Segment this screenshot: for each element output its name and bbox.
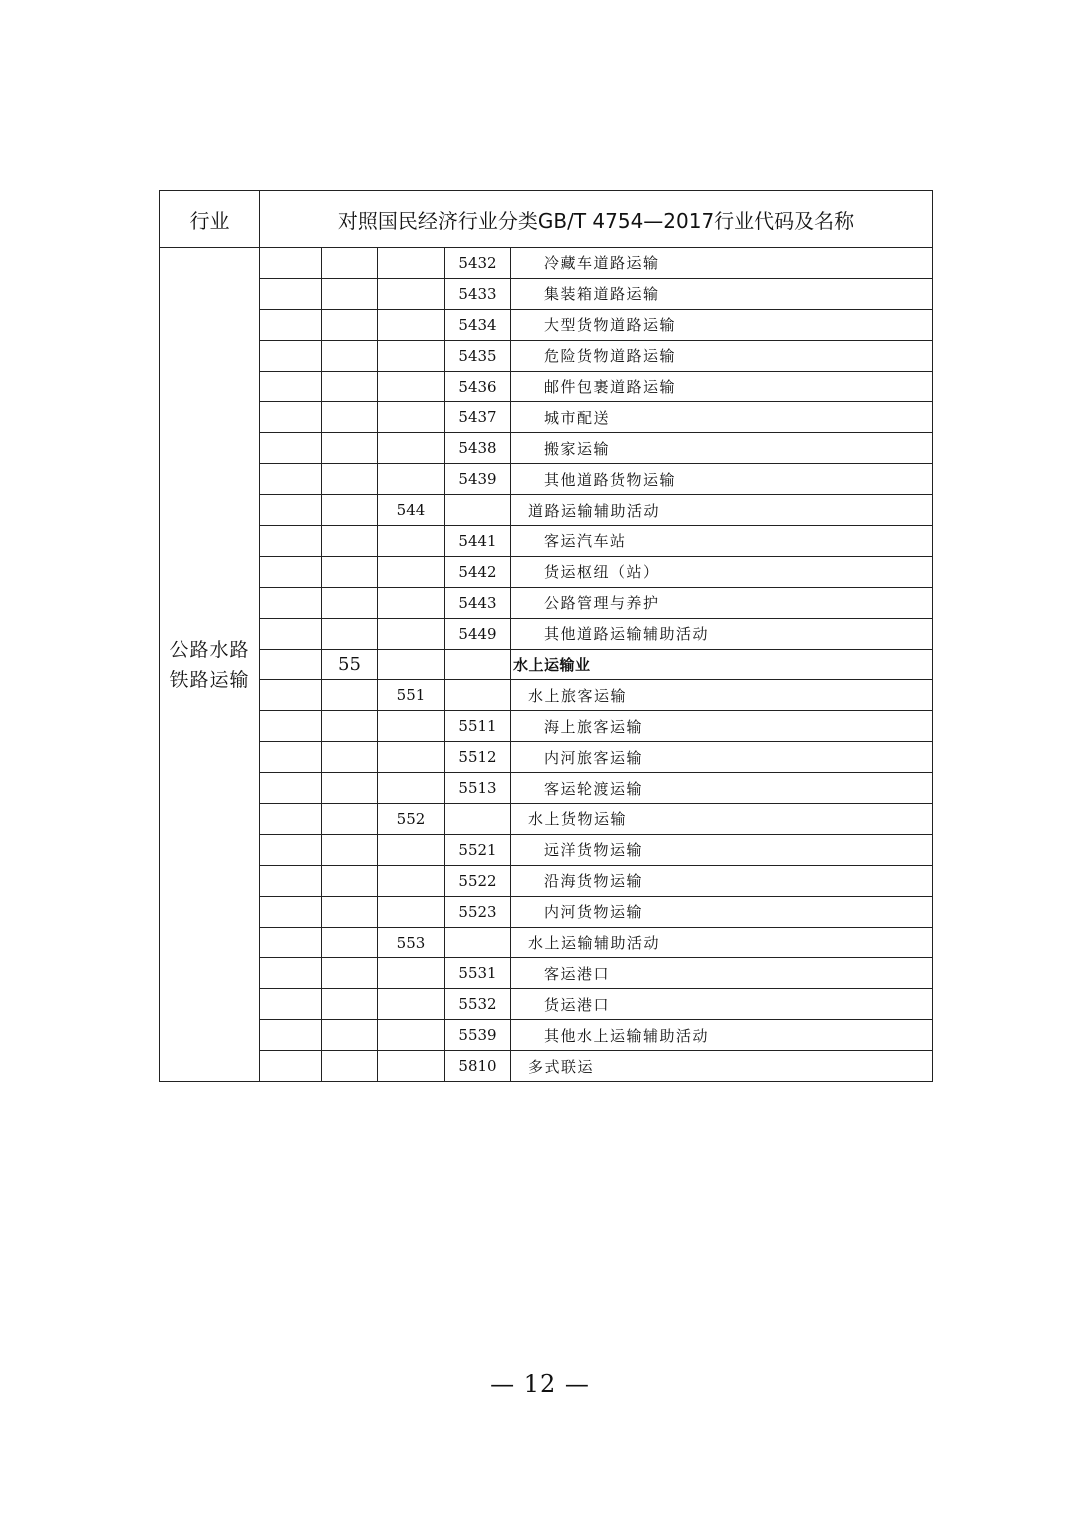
industry-name-cell: 水上运输业 bbox=[511, 649, 933, 680]
industry-name-cell: 内河货物运输 bbox=[511, 896, 933, 927]
division-code-cell bbox=[322, 1051, 378, 1082]
table-row bbox=[160, 526, 933, 557]
industry-name-cell: 海上旅客运输 bbox=[511, 711, 933, 742]
industry-name-cell: 搬家运输 bbox=[511, 433, 933, 464]
category-code-cell bbox=[260, 433, 322, 464]
division-code-cell bbox=[322, 865, 378, 896]
class-code-cell: 5432 bbox=[445, 248, 511, 279]
group-code-cell bbox=[378, 711, 445, 742]
category-code-cell bbox=[260, 371, 322, 402]
category-code-cell bbox=[260, 927, 322, 958]
group-code-cell bbox=[378, 989, 445, 1020]
category-code-cell bbox=[260, 278, 322, 309]
table-row bbox=[160, 834, 933, 865]
group-code-cell bbox=[378, 402, 445, 433]
division-code-cell bbox=[322, 371, 378, 402]
group-code-cell bbox=[378, 896, 445, 927]
group-code-cell bbox=[378, 958, 445, 989]
group-code-cell bbox=[378, 464, 445, 495]
industry-name-cell: 其他道路运输辅助活动 bbox=[511, 618, 933, 649]
industry-name-cell: 远洋货物运输 bbox=[511, 834, 933, 865]
category-code-cell bbox=[260, 958, 322, 989]
table-row bbox=[160, 433, 933, 464]
category-code-cell bbox=[260, 495, 322, 526]
category-code-cell bbox=[260, 649, 322, 680]
industry-name-cell: 冷藏车道路运输 bbox=[511, 248, 933, 279]
table-row bbox=[160, 865, 933, 896]
table-row bbox=[160, 742, 933, 773]
table-row bbox=[160, 464, 933, 495]
table-row bbox=[160, 587, 933, 618]
group-code-cell bbox=[378, 1020, 445, 1051]
class-code-cell bbox=[445, 680, 511, 711]
industry-name-cell: 货运枢纽（站） bbox=[511, 556, 933, 587]
header-industry: 行业 bbox=[160, 191, 260, 248]
class-code-cell: 5438 bbox=[445, 433, 511, 464]
industry-name-cell: 邮件包裹道路运输 bbox=[511, 371, 933, 402]
industry-name-cell: 城市配送 bbox=[511, 402, 933, 433]
class-code-cell bbox=[445, 804, 511, 835]
table-row bbox=[160, 649, 933, 680]
group-code-cell bbox=[378, 1051, 445, 1082]
category-code-cell bbox=[260, 309, 322, 340]
table-row bbox=[160, 896, 933, 927]
category-code-cell bbox=[260, 896, 322, 927]
group-code-cell bbox=[378, 649, 445, 680]
category-code-cell bbox=[260, 526, 322, 557]
category-code-cell bbox=[260, 1051, 322, 1082]
division-code-cell bbox=[322, 309, 378, 340]
industry-name-line: 公路水路 bbox=[169, 638, 250, 661]
class-code-cell: 5810 bbox=[445, 1051, 511, 1082]
group-code-cell bbox=[378, 526, 445, 557]
group-code-cell: 553 bbox=[378, 927, 445, 958]
table-row bbox=[160, 989, 933, 1020]
division-code-cell bbox=[322, 618, 378, 649]
table-row bbox=[160, 371, 933, 402]
class-code-cell: 5449 bbox=[445, 618, 511, 649]
industry-name-line: 铁路运输 bbox=[169, 668, 250, 691]
industry-name-cell: 多式联运 bbox=[511, 1051, 933, 1082]
category-code-cell bbox=[260, 402, 322, 433]
industry-name-cell: 客运汽车站 bbox=[511, 526, 933, 557]
table-row bbox=[160, 773, 933, 804]
class-code-cell bbox=[445, 495, 511, 526]
group-code-cell bbox=[378, 865, 445, 896]
division-code-cell: 55 bbox=[322, 649, 378, 680]
table-row bbox=[160, 556, 933, 587]
table-row bbox=[160, 680, 933, 711]
industry-cell bbox=[160, 248, 260, 1082]
group-code-cell: 552 bbox=[378, 804, 445, 835]
class-code-cell: 5439 bbox=[445, 464, 511, 495]
category-code-cell bbox=[260, 711, 322, 742]
table-row bbox=[160, 278, 933, 309]
division-code-cell bbox=[322, 896, 378, 927]
industry-name-cell: 公路管理与养护 bbox=[511, 587, 933, 618]
group-code-cell bbox=[378, 773, 445, 804]
category-code-cell bbox=[260, 989, 322, 1020]
class-code-cell: 5437 bbox=[445, 402, 511, 433]
industry-name-cell: 水上货物运输 bbox=[511, 804, 933, 835]
division-code-cell bbox=[322, 927, 378, 958]
industry-name-cell: 其他水上运输辅助活动 bbox=[511, 1020, 933, 1051]
industry-name-cell: 大型货物道路运输 bbox=[511, 309, 933, 340]
industry-name-cell: 客运港口 bbox=[511, 958, 933, 989]
category-code-cell bbox=[260, 865, 322, 896]
class-code-cell: 5539 bbox=[445, 1020, 511, 1051]
group-code-cell: 544 bbox=[378, 495, 445, 526]
table-row bbox=[160, 711, 933, 742]
division-code-cell bbox=[322, 402, 378, 433]
group-code-cell bbox=[378, 587, 445, 618]
class-code-cell: 5433 bbox=[445, 278, 511, 309]
header-reference: 对照国民经济行业分类GB/T 4754—2017行业代码及名称 bbox=[260, 191, 933, 248]
category-code-cell bbox=[260, 556, 322, 587]
table-row bbox=[160, 618, 933, 649]
class-code-cell: 5511 bbox=[445, 711, 511, 742]
division-code-cell bbox=[322, 278, 378, 309]
category-code-cell bbox=[260, 804, 322, 835]
group-code-cell: 551 bbox=[378, 680, 445, 711]
class-code-cell: 5435 bbox=[445, 340, 511, 371]
industry-name-cell: 内河旅客运输 bbox=[511, 742, 933, 773]
industry-classification-table bbox=[159, 190, 933, 1082]
group-code-cell bbox=[378, 556, 445, 587]
table-row bbox=[160, 402, 933, 433]
category-code-cell bbox=[260, 834, 322, 865]
group-code-cell bbox=[378, 742, 445, 773]
group-code-cell bbox=[378, 834, 445, 865]
industry-name-cell: 水上旅客运输 bbox=[511, 680, 933, 711]
class-code-cell: 5442 bbox=[445, 556, 511, 587]
division-code-cell bbox=[322, 495, 378, 526]
category-code-cell bbox=[260, 587, 322, 618]
division-code-cell bbox=[322, 773, 378, 804]
division-code-cell bbox=[322, 248, 378, 279]
table-row bbox=[160, 309, 933, 340]
class-code-cell: 5532 bbox=[445, 989, 511, 1020]
industry-name-cell: 客运轮渡运输 bbox=[511, 773, 933, 804]
industry-name-cell: 危险货物道路运输 bbox=[511, 340, 933, 371]
group-code-cell bbox=[378, 340, 445, 371]
category-code-cell bbox=[260, 742, 322, 773]
class-code-cell: 5522 bbox=[445, 865, 511, 896]
class-code-cell: 5531 bbox=[445, 958, 511, 989]
industry-name-cell: 水上运输辅助活动 bbox=[511, 927, 933, 958]
category-code-cell bbox=[260, 773, 322, 804]
table-row bbox=[160, 1020, 933, 1051]
division-code-cell bbox=[322, 464, 378, 495]
division-code-cell bbox=[322, 958, 378, 989]
division-code-cell bbox=[322, 834, 378, 865]
table-body bbox=[160, 191, 933, 1082]
group-code-cell bbox=[378, 618, 445, 649]
page-number: — 12 — bbox=[490, 1370, 590, 1398]
division-code-cell bbox=[322, 804, 378, 835]
group-code-cell bbox=[378, 248, 445, 279]
class-code-cell: 5523 bbox=[445, 896, 511, 927]
class-code-cell: 5512 bbox=[445, 742, 511, 773]
category-code-cell bbox=[260, 464, 322, 495]
division-code-cell bbox=[322, 340, 378, 371]
table-row bbox=[160, 495, 933, 526]
class-code-cell bbox=[445, 649, 511, 680]
industry-name-cell: 集装箱道路运输 bbox=[511, 278, 933, 309]
division-code-cell bbox=[322, 556, 378, 587]
group-code-cell bbox=[378, 309, 445, 340]
category-code-cell bbox=[260, 680, 322, 711]
division-code-cell bbox=[322, 433, 378, 464]
division-code-cell bbox=[322, 742, 378, 773]
table-header-row bbox=[160, 191, 933, 248]
group-code-cell bbox=[378, 371, 445, 402]
class-code-cell: 5434 bbox=[445, 309, 511, 340]
class-code-cell bbox=[445, 927, 511, 958]
class-code-cell: 5441 bbox=[445, 526, 511, 557]
table-row bbox=[160, 248, 933, 279]
class-code-cell: 5513 bbox=[445, 773, 511, 804]
table-row bbox=[160, 958, 933, 989]
category-code-cell bbox=[260, 1020, 322, 1051]
table-row bbox=[160, 804, 933, 835]
class-code-cell: 5443 bbox=[445, 587, 511, 618]
division-code-cell bbox=[322, 711, 378, 742]
group-code-cell bbox=[378, 278, 445, 309]
table-row bbox=[160, 927, 933, 958]
division-code-cell bbox=[322, 1020, 378, 1051]
division-code-cell bbox=[322, 989, 378, 1020]
division-code-cell bbox=[322, 526, 378, 557]
category-code-cell bbox=[260, 248, 322, 279]
industry-name-cell: 货运港口 bbox=[511, 989, 933, 1020]
division-code-cell bbox=[322, 680, 378, 711]
industry-name-cell: 其他道路货物运输 bbox=[511, 464, 933, 495]
group-code-cell bbox=[378, 433, 445, 464]
table-row bbox=[160, 340, 933, 371]
class-code-cell: 5521 bbox=[445, 834, 511, 865]
table-row bbox=[160, 1051, 933, 1082]
class-code-cell: 5436 bbox=[445, 371, 511, 402]
industry-name-cell: 沿海货物运输 bbox=[511, 865, 933, 896]
category-code-cell bbox=[260, 618, 322, 649]
division-code-cell bbox=[322, 587, 378, 618]
industry-name-cell: 道路运输辅助活动 bbox=[511, 495, 933, 526]
category-code-cell bbox=[260, 340, 322, 371]
